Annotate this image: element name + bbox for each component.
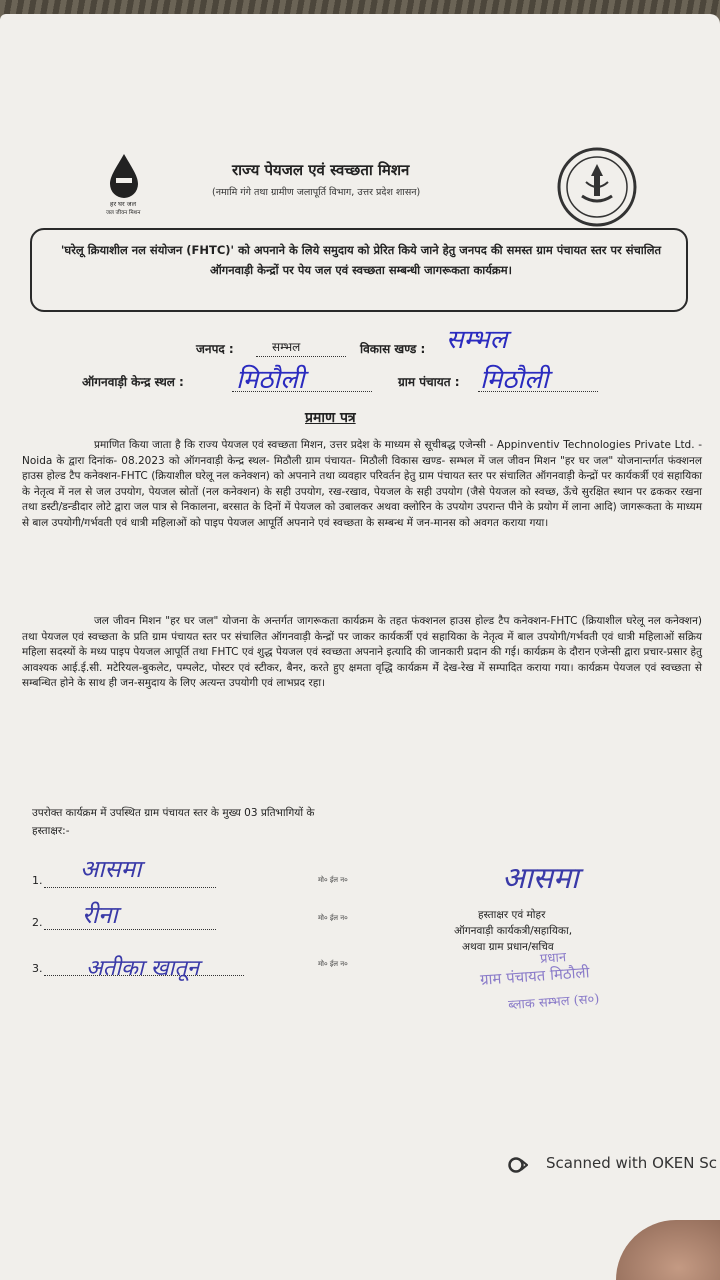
participant-2-line [44, 928, 216, 930]
certificate-title: प्रमाण पत्र [305, 410, 356, 426]
district-label: जनपद : [196, 342, 234, 356]
certificate-paragraph-2 [22, 614, 702, 692]
gram-panchayat-value-handwritten: मिठौली [480, 365, 549, 395]
participant-1-number: 1. [32, 874, 43, 887]
stamp-line-3: ब्लाक सम्भल (स०) [507, 991, 600, 1014]
officer-signature: आसमा [502, 861, 579, 896]
block-label: विकास खण्ड : [360, 342, 426, 356]
officer-designation-1: ऑगनवाड़ी कार्यकत्री/सहायिका, [454, 925, 573, 937]
paragraph-1-text: प्रमाणित किया जाता है कि राज्य पेयजल एवं स्वच्छता मिशन, उत्तर प्रदेश के माध्यम से सूचीबद्ध एजेन्सी - Appinventiv Technologies Private Ltd. - Noida के द्वारा दिनांक- 08.2023 को ऑगनवाड़ी केन्द्र स्थल- मिठौली ग्राम पंचायत- मिठौली विकास खण्ड- सम्भल में जल जीवन मिशन "हर घर जल" योजनान्तर्गत फंक्शनल हाउस होल्ड टैप कनेक्शन-FHTC (क्रियाशील घरेलू नल कनेक्शन) को अपनाने तथा व्यवहार परिवर्तन हेतु ग्राम पंचायत स्तर पर संचालित ऑगनवाड़ी केन्द्रों पर कार्यकर्त्री एवं सहायिका के नेतृत्व में नल से जल उपयोग, पेयजल स्रोतों (नल कनेक्शन) के सही उपयोग, रख-रखाव, पेयजल के सही उपयोग (जैसे पेयजल को स्वच्छ, ऊँचे सुरक्षित स्थान पर ढककर रखना तथा डस्टी/डन्डीदार लोटे द्वारा जल पात्र से निकालना, बरसात के दिनों में पेयजल को उबालकर अथवा क्लोरिन के उपयोग उपरान्त पीने के प्रयोग में लाना आदि) जागरूकता के माध्यम से बाल उपयोगी/गर्भवती एवं धात्री महिलाओं को पाइप पेयजल आपूर्ति अपनाने एवं स्वच्छता के सम्बन्ध में जन-मानस को अवगत कराया गया। [22, 439, 702, 529]
participants-intro: उपरोक्त कार्यक्रम में उपस्थित ग्राम पंचायत स्तर के मुख्य 03 प्रतिभागियों के [32, 807, 315, 819]
anganwadi-centre-label: ऑगनवाड़ी केन्द्र स्थल : [82, 375, 184, 389]
certificate-paragraph-1 [22, 438, 702, 531]
scanned-watermark: Scanned with OKEN Sc [546, 1154, 717, 1172]
banner-text: 'घरेलू क्रियाशील नल संयोजन (FHTC)' को अपनाने के लिये समुदाय को प्रेरित किये जाने हेतु जनपद की समस्त ग्राम पंचायत स्तर पर संचालित ऑगनवाड़ी केन्द्रों पर पेय जल एवं स्वच्छता सम्बन्धी जागरूकता कार्यक्रम। [60, 243, 662, 277]
paragraph-2-text: जल जीवन मिशन "हर घर जल" योजना के अन्तर्गत जागरूकता कार्यक्रम के तहत फंक्शनल हाउस होल्ड टैप कनेक्शन-FHTC (क्रियाशील घरेलू नल कनेक्शन) तथा पेयजल एवं स्वच्छता के प्रति ग्राम पंचायत स्तर पर संचालित ऑगनवाड़ी केन्द्रों पर जाकर कार्यकर्त्री एवं सहायिका के नेतृत्व में बाल उपयोगी/गर्भवती एवं धात्री महिलाओं सक्रिय महिला सदस्यों के मध्य पाइप पेयजल आपूर्ति तथा FHTC एवं शुद्ध पेयजल एवं स्वच्छता अपनाने इत्यादि की जानकारी प्रदान की गई। कार्यक्रम के दौरान एजेन्सी द्वारा प्रचार-प्रसार हेतु आवश्यक आई.ई.सी. मटेरियल-बुकलेट, पम्पलेट, पोस्टर एवं स्टीकर, बैनर, करते हुए क्षमता वृद्धि कार्यक्रम मेंं देख-रेख में सम्पादित कराया गया। कार्यक्रम पेयजल एवं स्वच्छता से सम्बन्धित होने के साथ ही जन-समुदाय के लिए अत्यन्त उपयोगी एवं लाभप्रद रहा। [22, 615, 702, 689]
officer-designation-2: अथवा ग्राम प्रधान/सचिव [462, 941, 554, 953]
district-line [256, 355, 346, 357]
participant-3-signature: अतीका खातून [86, 956, 200, 981]
district-value: सम्भल [272, 340, 301, 354]
up-government-emblem-icon [556, 146, 638, 228]
stamp-line-2: ग्राम पंचायत मिठौली [479, 963, 591, 989]
participant-1-mobile-label: मो० ईल न० [318, 876, 348, 884]
participant-2-mobile-label: मो० ईल न० [318, 914, 348, 922]
participant-1-signature: आसमा [80, 855, 142, 883]
participant-3-mobile-label: मो० ईल न० [318, 960, 348, 968]
participant-3-number: 3. [32, 962, 43, 975]
svg-text:हर घर जल: हर घर जल [110, 200, 136, 208]
stamp-line-1: प्रधान [539, 950, 567, 967]
centre-line [232, 390, 372, 392]
jal-jeevan-logo-icon [104, 150, 164, 220]
scanner-logo-icon [508, 1157, 528, 1173]
officer-sign-seal-label: हस्ताक्षर एवं मोहर [478, 909, 546, 921]
anganwadi-centre-value-handwritten: मिठौली [236, 365, 305, 395]
block-value-handwritten: सम्भल [446, 325, 508, 355]
gram-panchayat-label: ग्राम पंचायत : [398, 375, 460, 389]
svg-text:जल जीवन मिशन: जल जीवन मिशन [106, 210, 141, 216]
organisation-title: राज्य पेयजल एवं स्वच्छता मिशन [232, 161, 410, 179]
participant-1-line [44, 886, 216, 888]
gp-line [478, 390, 598, 392]
participants-sign-label: हस्ताक्षर:- [32, 825, 70, 837]
participant-2-signature: रीना [82, 901, 118, 929]
participant-2-number: 2. [32, 916, 43, 929]
organisation-subtitle: (नमामि गंगे तथा ग्रामीण जलापूर्ति विभाग, उत्तर प्रदेश शासन) [212, 187, 421, 198]
